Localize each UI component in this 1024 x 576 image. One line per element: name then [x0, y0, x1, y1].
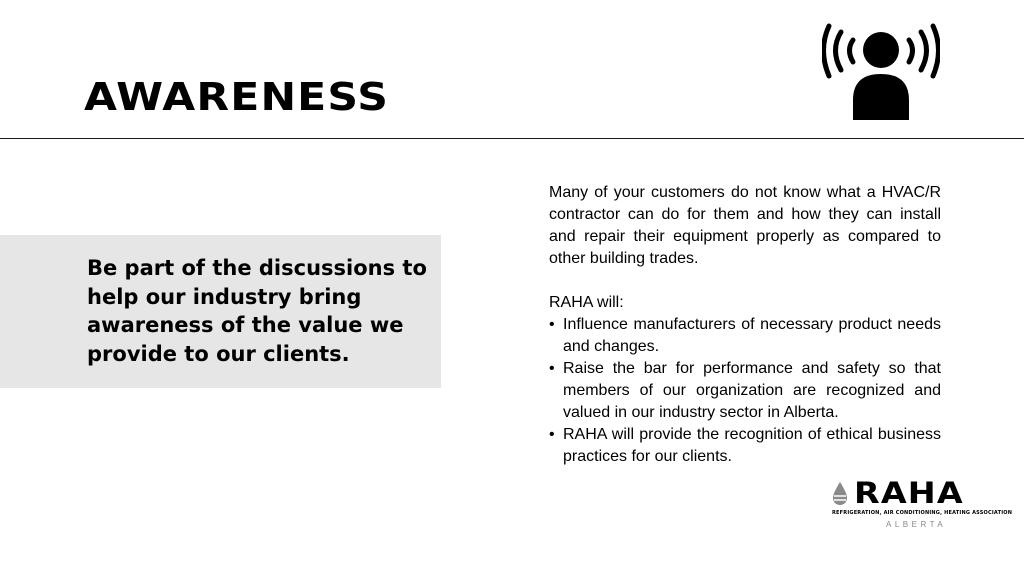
- list-heading: RAHA will:: [549, 294, 624, 311]
- list-item: • Influence manufacturers of necessary product needs and changes.: [549, 314, 941, 358]
- bullet-list: [549, 314, 941, 468]
- intro-paragraph: Many of your customers do not know what a HVAC/R contractor can do for them and how they can install and repair their equipment properly as compared to other building trades.: [549, 184, 941, 267]
- callout-box: [0, 235, 441, 388]
- list-item: • Raise the bar for performance and safety so that members of our organization are recognized and valued in our industry sector in Alberta.: [549, 358, 941, 424]
- slide-title: AWARENESS: [84, 75, 390, 119]
- list-item: • RAHA will provide the recognition of ethical business practices for our clients.: [549, 424, 941, 468]
- logo-name: RAHA: [854, 476, 964, 510]
- divider: [0, 138, 1024, 139]
- logo-region: ALBERTA: [886, 520, 947, 529]
- callout-text: Be part of the discussions to help our industry bring awareness of the value we provide to our clients.: [87, 256, 427, 366]
- logo-tagline: REFRIGERATION, AIR CONDITIONING, HEATING ASSOCIATION: [832, 510, 1013, 516]
- raha-logo: [830, 476, 1013, 534]
- body-text: [549, 182, 941, 468]
- person-broadcast-icon: [822, 20, 940, 122]
- droplet-icon: [830, 481, 850, 507]
